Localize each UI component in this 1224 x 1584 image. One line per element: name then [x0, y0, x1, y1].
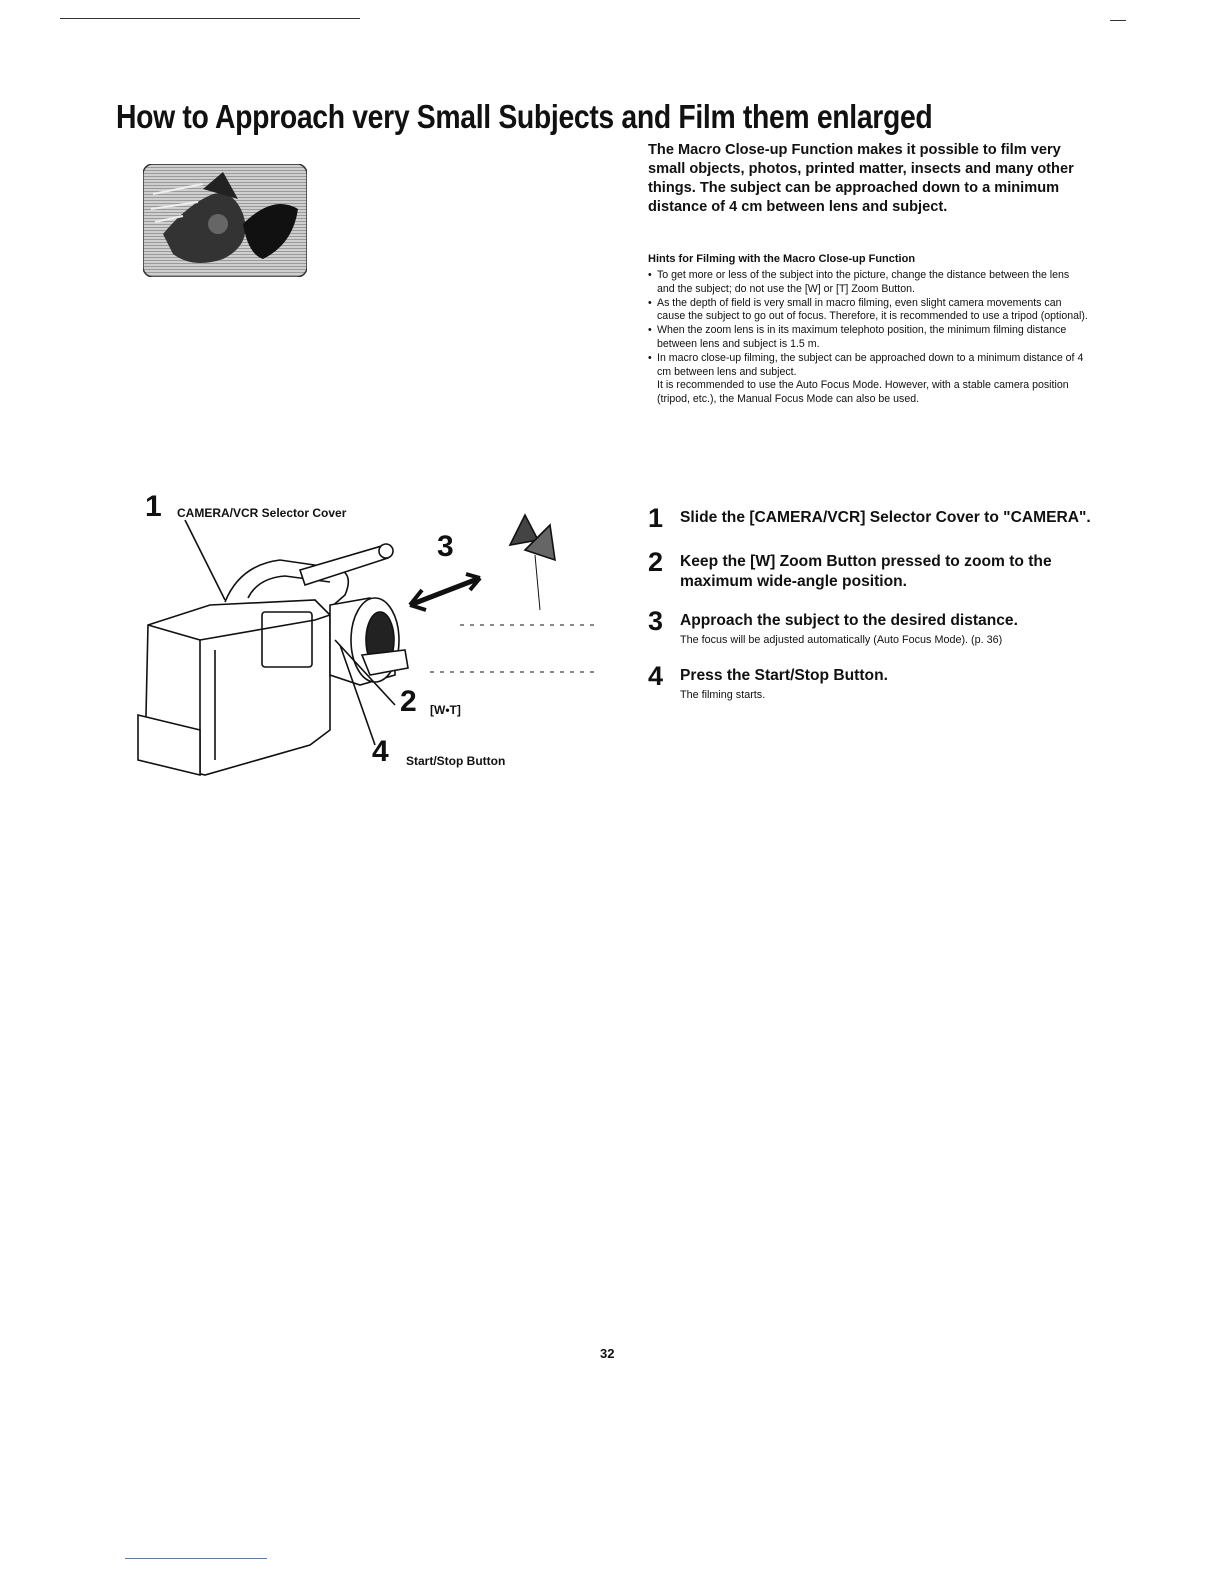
macro-example-photo — [143, 164, 307, 277]
step-number: 3 — [648, 606, 664, 636]
callout-4-number: 4 — [372, 735, 389, 768]
callout-3-number: 3 — [437, 530, 454, 563]
top-rule — [60, 18, 360, 19]
callout-4-label: Start/Stop Button — [406, 754, 506, 768]
hints-list — [648, 269, 1088, 407]
step-text: Press the Start/Stop Button. — [680, 667, 888, 684]
step-item — [648, 503, 1098, 533]
step-item — [648, 606, 1098, 647]
step-number: 2 — [648, 547, 664, 577]
step-text: Slide the [CAMERA/VCR] Selector Cover to "CAMERA". — [680, 509, 1091, 526]
list-item — [648, 324, 1088, 352]
page-number: 32 — [600, 1346, 615, 1361]
hint-text: In macro close-up filming, the subject can be approached down to a minimum distance of 4 cm between lens and subject. — [657, 351, 1084, 378]
step-subtext: The focus will be adjusted automatically (Auto Focus Mode). (p. 36) — [680, 634, 1003, 646]
hint-text: To get more or less of the subject into the picture, change the distance between the lens and the subject; do not use the [W] or [T] Zoom Button. — [657, 269, 1070, 295]
callout-2-label: [W•T] — [430, 703, 461, 717]
hints-heading: Hints for Filming with the Macro Close-up Function — [648, 253, 916, 265]
bottom-rule — [125, 1558, 267, 1559]
intro-paragraph: The Macro Close-up Function makes it possible to film very small objects, photos, printed matter, insects and many other things. The subject can be approached down to a minimum distance of 4 cm between lens and subject. — [648, 142, 1074, 215]
steps-list — [648, 503, 1098, 721]
hint-note: It is recommended to use the Auto Focus Mode. However, with a stable camera position (tripod, etc.), the Manual Focus Mode can also be used. — [657, 379, 1069, 406]
callout-1-number: 1 — [145, 490, 162, 523]
bullet: • — [648, 269, 652, 281]
list-item — [648, 269, 1088, 297]
top-right-mark — [1110, 20, 1126, 21]
step-subtext: The filming starts. — [680, 689, 766, 701]
callout-1-label: CAMERA/VCR Selector Cover — [177, 506, 347, 520]
bullet: • — [648, 296, 652, 309]
step-item — [648, 547, 1098, 592]
hint-text: When the zoom lens is in its maximum telephoto position, the minimum filming distance between lens and subject is 1.5 m. — [657, 324, 1067, 350]
bullet: • — [648, 324, 652, 337]
step-number: 1 — [648, 503, 664, 533]
bullet: • — [648, 351, 652, 364]
step-number: 4 — [648, 661, 664, 691]
page-title: How to Approach very Small Subjects and Film them enlarged — [116, 98, 933, 135]
callout-2-number: 2 — [400, 685, 417, 718]
step-text: Keep the [W] Zoom Button pressed to zoom to the maximum wide-angle position. — [680, 553, 1052, 590]
step-item — [648, 661, 1098, 702]
step-text: Approach the subject to the desired distance. — [680, 612, 1018, 629]
list-item — [648, 297, 1088, 325]
hint-text: As the depth of field is very small in macro filming, even slight camera movements can cause the subject to go out of focus. Therefore, it is recommended to use a tripod (optional). — [657, 296, 1088, 323]
list-item — [648, 352, 1088, 407]
camera-illustration — [130, 490, 610, 780]
